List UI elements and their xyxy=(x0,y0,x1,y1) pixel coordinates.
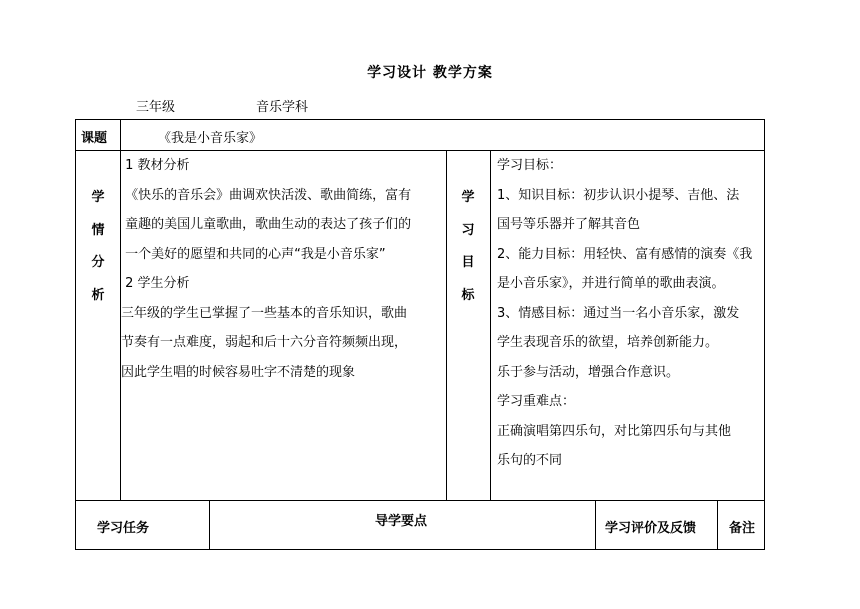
h-line-bottom xyxy=(75,549,765,550)
analysis-line: 1 教材分析 xyxy=(121,158,190,173)
analysis-side-char: 分 xyxy=(91,255,105,270)
analysis-line: 《快乐的音乐会》曲调欢快活泼、歌曲简练，富有 xyxy=(121,187,412,203)
goals-side-char: 标 xyxy=(461,287,475,303)
analysis-line: 一个美好的愿望和共同的心声“我是小音乐家” xyxy=(121,246,386,262)
evaluation-header: 学习评价及反馈 xyxy=(605,521,697,536)
goals-line: 2、能力目标：用轻快、富有感情的演奏《我 xyxy=(497,246,753,262)
topic-label: 课题 xyxy=(81,131,108,146)
goals-line: 1、知识目标：初步认识小提琴、吉他、法 xyxy=(497,187,740,203)
goals-side-char: 习 xyxy=(461,222,475,238)
goals-side-char: 学 xyxy=(461,190,475,205)
goals-line: 乐句的不同 xyxy=(497,453,563,468)
guide-header: 导学要点 xyxy=(375,514,428,529)
h-line-top xyxy=(75,119,765,120)
grade-label: 三年级 xyxy=(136,100,176,115)
v-line-bottom-2 xyxy=(595,500,596,550)
goals-line: 乐于参与活动，增强合作意识。 xyxy=(497,364,680,380)
goals-line: 是小音乐家》，并进行简单的歌曲表演。 xyxy=(497,276,725,291)
notes-header: 备注 xyxy=(729,521,756,536)
v-line-right xyxy=(764,119,765,550)
analysis-side-label xyxy=(88,190,108,320)
analysis-side-char: 学 xyxy=(91,190,105,205)
analysis-line: 因此学生唱的时候容易吐字不清楚的现象 xyxy=(121,364,356,380)
goals-content xyxy=(497,151,763,476)
analysis-line: 三年级的学生已掌握了一些基本的音乐知识，歌曲 xyxy=(121,305,408,321)
v-line-mid-2 xyxy=(490,150,491,501)
goals-side-label xyxy=(458,190,478,320)
task-header: 学习任务 xyxy=(97,521,150,536)
goals-line: 3、情感目标：通过当一名小音乐家，激发 xyxy=(497,305,740,321)
subject-label: 音乐学科 xyxy=(256,100,309,115)
goals-line: 国号等乐器并了解其音色 xyxy=(497,217,641,232)
goals-line: 学习重难点： xyxy=(497,394,576,409)
document-title: 学习设计 教学方案 xyxy=(367,65,493,81)
analysis-side-char: 情 xyxy=(91,222,105,238)
analysis-line: 童趣的美国儿童歌曲，歌曲生动的表达了孩子们的 xyxy=(121,217,412,232)
h-line-analysis-bottom xyxy=(75,500,765,501)
analysis-line: 节奏有一点难度，弱起和后十六分音符频频出现， xyxy=(121,335,408,350)
analysis-content xyxy=(121,151,445,387)
topic-value: 《我是小音乐家》 xyxy=(158,131,263,146)
v-line-left xyxy=(75,119,76,550)
v-line-bottom-1 xyxy=(209,500,210,550)
v-line-bottom-3 xyxy=(717,500,718,550)
goals-line: 学习目标： xyxy=(497,158,563,173)
analysis-side-char: 析 xyxy=(91,287,105,303)
goals-side-char: 目 xyxy=(461,255,475,270)
goals-line: 正确演唱第四乐句，对比第四乐句与其他 xyxy=(497,423,732,439)
goals-line: 学生表现音乐的欲望，培养创新能力。 xyxy=(497,335,719,350)
analysis-line: 2 学生分析 xyxy=(121,276,190,291)
v-line-mid-1 xyxy=(446,150,447,501)
